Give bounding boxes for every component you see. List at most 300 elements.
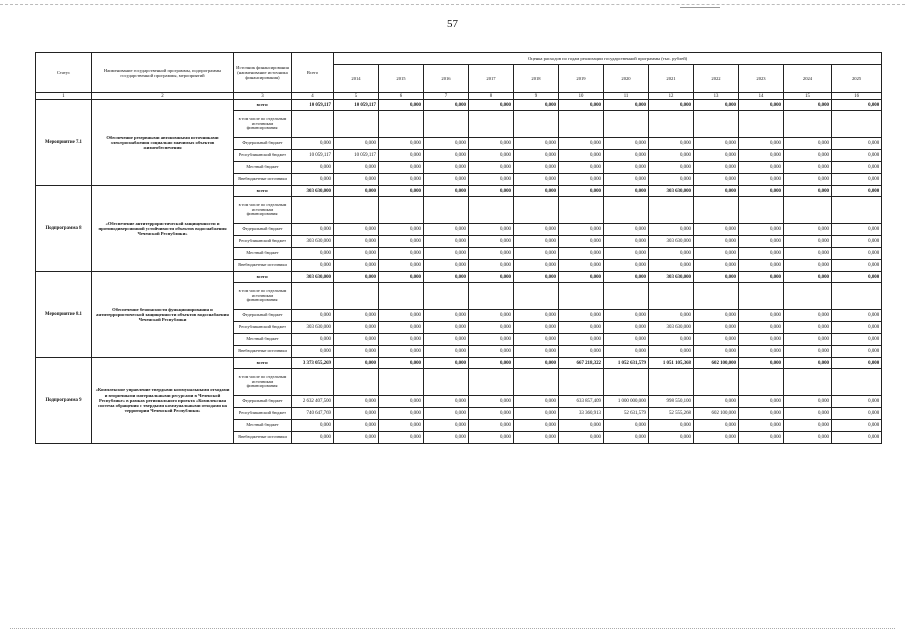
year-value-cell: 0,000 — [469, 334, 514, 346]
column-number: 2 — [92, 93, 234, 100]
funding-source-cell: всего: — [234, 358, 292, 369]
year-value-cell: 0,000 — [832, 150, 882, 162]
year-value-cell: 0,000 — [832, 272, 882, 283]
year-value-cell: 0,000 — [694, 236, 739, 248]
year-value-cell: 0,000 — [784, 346, 832, 358]
year-value-cell: 0,000 — [469, 358, 514, 369]
year-value-cell: 0,000 — [604, 260, 649, 272]
year-value-cell: 0,000 — [424, 174, 469, 186]
year-value-cell: 0,000 — [694, 224, 739, 236]
year-value-cell — [559, 369, 604, 396]
funding-source-cell: Внебюджетные источники — [234, 260, 292, 272]
funding-source-cell: Местный бюджет — [234, 420, 292, 432]
year-value-cell: 0,000 — [604, 432, 649, 444]
year-value-cell: 0,000 — [379, 174, 424, 186]
year-value-cell: 0,000 — [784, 408, 832, 420]
year-value-cell — [334, 197, 379, 224]
year-value-cell: 0,000 — [424, 224, 469, 236]
total-value-cell: 303 630,000 — [292, 186, 334, 197]
year-value-cell: 0,000 — [604, 236, 649, 248]
year-value-cell: 0,000 — [559, 174, 604, 186]
column-number: 5 — [334, 93, 379, 100]
year-value-cell — [424, 197, 469, 224]
year-value-cell: 303 630,000 — [649, 186, 694, 197]
header-year: 2014 — [334, 65, 379, 93]
year-value-cell — [784, 369, 832, 396]
year-value-cell: 0,000 — [514, 272, 559, 283]
status-cell: Мероприятие 8.1 — [36, 272, 92, 358]
year-value-cell: 0,000 — [514, 358, 559, 369]
funding-source-cell: Федеральный бюджет — [234, 396, 292, 408]
funding-source-cell: Республиканский бюджет — [234, 322, 292, 334]
year-value-cell: 0,000 — [559, 138, 604, 150]
year-value-cell: 0,000 — [694, 334, 739, 346]
total-value-cell: 3 373 055,269 — [292, 358, 334, 369]
header-year: 2016 — [424, 65, 469, 93]
year-value-cell: 0,000 — [739, 358, 784, 369]
year-value-cell: 303 630,000 — [649, 236, 694, 248]
year-value-cell — [559, 111, 604, 138]
year-value-cell: 0,000 — [424, 346, 469, 358]
year-value-cell — [739, 369, 784, 396]
program-name-cell: Обеспечение резервными автономными источниками электроснабжения социально значимых объектов жизнеобеспечения — [92, 100, 234, 186]
year-value-cell: 0,000 — [424, 248, 469, 260]
year-value-cell: 0,000 — [649, 248, 694, 260]
year-value-cell: 0,000 — [739, 186, 784, 197]
year-value-cell — [379, 283, 424, 310]
year-value-cell: 0,000 — [514, 236, 559, 248]
year-value-cell: 0,000 — [469, 162, 514, 174]
year-value-cell: 0,000 — [559, 322, 604, 334]
year-value-cell — [514, 197, 559, 224]
funding-source-cell: Федеральный бюджет — [234, 224, 292, 236]
year-value-cell — [379, 369, 424, 396]
year-value-cell: 0,000 — [739, 322, 784, 334]
year-value-cell: 0,000 — [694, 174, 739, 186]
year-value-cell — [469, 197, 514, 224]
year-value-cell: 0,000 — [694, 248, 739, 260]
year-value-cell: 0,000 — [559, 432, 604, 444]
year-value-cell: 0,000 — [334, 162, 379, 174]
funding-source-cell: Республиканский бюджет — [234, 236, 292, 248]
status-cell: Подпрограмма 9 — [36, 358, 92, 444]
total-value-cell: 0,000 — [292, 260, 334, 272]
year-value-cell: 0,000 — [739, 432, 784, 444]
funding-source-cell: Внебюджетные источники — [234, 432, 292, 444]
year-value-cell: 0,000 — [694, 396, 739, 408]
year-value-cell — [739, 111, 784, 138]
header-year: 2023 — [739, 65, 784, 93]
year-value-cell: 602 100,000 — [694, 408, 739, 420]
year-value-cell: 0,000 — [832, 420, 882, 432]
year-value-cell: 0,000 — [424, 420, 469, 432]
year-value-cell: 10 059,117 — [334, 150, 379, 162]
funding-source-cell: всего: — [234, 272, 292, 283]
year-value-cell: 0,000 — [739, 310, 784, 322]
year-value-cell — [739, 197, 784, 224]
bottom-scan-line — [10, 628, 895, 629]
year-value-cell: 0,000 — [424, 396, 469, 408]
year-value-cell: 0,000 — [469, 310, 514, 322]
year-value-cell: 0,000 — [832, 334, 882, 346]
year-value-cell: 0,000 — [334, 248, 379, 260]
year-value-cell: 0,000 — [514, 260, 559, 272]
year-value-cell — [334, 111, 379, 138]
year-value-cell: 0,000 — [694, 322, 739, 334]
status-cell: Подпрограмма 8 — [36, 186, 92, 272]
column-number: 13 — [694, 93, 739, 100]
funding-source-cell: всего: — [234, 100, 292, 111]
year-value-cell: 0,000 — [784, 162, 832, 174]
total-value-cell: 303 630,000 — [292, 236, 334, 248]
total-value-cell: 740 647,769 — [292, 408, 334, 420]
year-value-cell — [649, 111, 694, 138]
year-value-cell — [604, 369, 649, 396]
header-year: 2018 — [514, 65, 559, 93]
year-value-cell: 0,000 — [334, 224, 379, 236]
year-value-cell: 0,000 — [469, 138, 514, 150]
year-value-cell: 0,000 — [424, 150, 469, 162]
year-value-cell: 0,000 — [514, 420, 559, 432]
year-value-cell: 0,000 — [559, 420, 604, 432]
year-value-cell: 0,000 — [514, 408, 559, 420]
year-value-cell: 0,000 — [559, 248, 604, 260]
year-value-cell — [739, 283, 784, 310]
year-value-cell — [559, 283, 604, 310]
year-value-cell: 33 360,913 — [559, 408, 604, 420]
year-value-cell: 0,000 — [514, 322, 559, 334]
year-value-cell: 0,000 — [604, 310, 649, 322]
year-value-cell: 0,000 — [784, 322, 832, 334]
year-value-cell: 0,000 — [469, 224, 514, 236]
budget-table — [35, 52, 882, 444]
year-value-cell — [604, 283, 649, 310]
total-value-cell: 0,000 — [292, 248, 334, 260]
column-number: 12 — [649, 93, 694, 100]
year-value-cell — [694, 369, 739, 396]
year-value-cell: 0,000 — [739, 236, 784, 248]
table-row-total — [36, 272, 882, 283]
year-value-cell: 0,000 — [514, 174, 559, 186]
header-year: 2021 — [649, 65, 694, 93]
header-year: 2015 — [379, 65, 424, 93]
year-value-cell: 0,000 — [424, 236, 469, 248]
year-value-cell: 0,000 — [379, 100, 424, 111]
table-row-total — [36, 186, 882, 197]
year-value-cell: 0,000 — [379, 358, 424, 369]
funding-source-cell: всего: — [234, 186, 292, 197]
year-value-cell: 0,000 — [739, 162, 784, 174]
year-value-cell: 0,000 — [334, 322, 379, 334]
year-value-cell: 303 630,000 — [649, 272, 694, 283]
year-value-cell: 0,000 — [832, 162, 882, 174]
year-value-cell: 0,000 — [739, 138, 784, 150]
header-year: 2024 — [784, 65, 832, 93]
year-value-cell: 0,000 — [379, 236, 424, 248]
year-value-cell: 0,000 — [334, 358, 379, 369]
year-value-cell: 0,000 — [604, 162, 649, 174]
year-value-cell: 0,000 — [559, 346, 604, 358]
year-value-cell: 0,000 — [604, 174, 649, 186]
year-value-cell — [334, 283, 379, 310]
year-value-cell: 52 631,579 — [604, 408, 649, 420]
header-year: 2022 — [694, 65, 739, 93]
year-value-cell: 0,000 — [334, 408, 379, 420]
header-total: Всего — [292, 53, 334, 93]
year-value-cell: 0,000 — [379, 408, 424, 420]
column-number: 16 — [832, 93, 882, 100]
year-value-cell: 0,000 — [784, 260, 832, 272]
funding-source-cell: Местный бюджет — [234, 162, 292, 174]
year-value-cell: 0,000 — [559, 186, 604, 197]
year-value-cell: 0,000 — [739, 260, 784, 272]
year-value-cell: 0,000 — [424, 432, 469, 444]
year-value-cell: 0,000 — [604, 138, 649, 150]
column-number: 7 — [424, 93, 469, 100]
year-value-cell: 0,000 — [649, 310, 694, 322]
year-value-cell: 0,000 — [739, 408, 784, 420]
year-value-cell: 0,000 — [559, 236, 604, 248]
year-value-cell: 0,000 — [694, 432, 739, 444]
year-value-cell: 0,000 — [469, 272, 514, 283]
header-source: Источник финансирования (наименование источника финансирования) — [234, 53, 292, 93]
year-value-cell: 0,000 — [469, 322, 514, 334]
page-number: 57 — [447, 18, 458, 30]
year-value-cell: 0,000 — [379, 322, 424, 334]
year-value-cell: 0,000 — [379, 162, 424, 174]
header-year: 2020 — [604, 65, 649, 93]
column-number: 10 — [559, 93, 604, 100]
year-value-cell: 0,000 — [784, 236, 832, 248]
year-value-cell — [694, 111, 739, 138]
year-value-cell — [832, 283, 882, 310]
year-value-cell: 0,000 — [559, 224, 604, 236]
year-value-cell: 0,000 — [514, 432, 559, 444]
funding-source-cell: Республиканский бюджет — [234, 408, 292, 420]
total-value-cell: 0,000 — [292, 432, 334, 444]
year-value-cell: 0,000 — [379, 346, 424, 358]
year-value-cell: 0,000 — [739, 420, 784, 432]
column-number: 1 — [36, 93, 92, 100]
column-number: 9 — [514, 93, 559, 100]
column-number: 4 — [292, 93, 334, 100]
year-value-cell: 303 630,000 — [649, 322, 694, 334]
funding-source-cell: в том числе по отдельным источникам финансирования: — [234, 369, 292, 396]
year-value-cell — [784, 283, 832, 310]
year-value-cell — [424, 111, 469, 138]
year-value-cell: 0,000 — [694, 272, 739, 283]
year-value-cell: 0,000 — [832, 260, 882, 272]
year-value-cell: 0,000 — [424, 138, 469, 150]
total-value-cell: 0,000 — [292, 174, 334, 186]
year-value-cell: 0,000 — [559, 272, 604, 283]
header-status: Статус — [36, 53, 92, 93]
funding-source-cell: Местный бюджет — [234, 334, 292, 346]
total-value-cell: 10 059,117 — [292, 150, 334, 162]
year-value-cell: 0,000 — [832, 174, 882, 186]
year-value-cell: 0,000 — [469, 186, 514, 197]
year-value-cell: 0,000 — [469, 248, 514, 260]
year-value-cell — [379, 197, 424, 224]
year-value-cell: 0,000 — [832, 310, 882, 322]
year-value-cell: 0,000 — [694, 310, 739, 322]
year-value-cell — [604, 197, 649, 224]
year-value-cell: 52 555,268 — [649, 408, 694, 420]
year-value-cell: 0,000 — [649, 420, 694, 432]
year-value-cell — [424, 283, 469, 310]
year-value-cell: 0,000 — [379, 150, 424, 162]
year-value-cell: 0,000 — [739, 248, 784, 260]
funding-source-cell: в том числе по отдельным источникам финансирования: — [234, 197, 292, 224]
year-value-cell: 0,000 — [334, 420, 379, 432]
year-value-cell: 0,000 — [832, 224, 882, 236]
year-value-cell — [469, 111, 514, 138]
year-value-cell: 0,000 — [379, 420, 424, 432]
total-value-cell: 2 632 407,500 — [292, 396, 334, 408]
year-value-cell: 0,000 — [694, 420, 739, 432]
program-name-cell: Обеспечение безопасности функционирования и антитеррористической защищенности объектов водоснабжения Чеченской Республики — [92, 272, 234, 358]
year-value-cell: 0,000 — [379, 224, 424, 236]
year-value-cell: 0,000 — [379, 396, 424, 408]
year-value-cell: 633 857,409 — [559, 396, 604, 408]
column-number: 6 — [379, 93, 424, 100]
year-value-cell — [379, 111, 424, 138]
total-value-cell: 303 630,000 — [292, 322, 334, 334]
year-value-cell: 0,000 — [784, 272, 832, 283]
year-value-cell: 0,000 — [424, 272, 469, 283]
year-value-cell: 0,000 — [424, 322, 469, 334]
year-value-cell: 0,000 — [604, 322, 649, 334]
year-value-cell: 0,000 — [739, 272, 784, 283]
year-value-cell: 0,000 — [514, 186, 559, 197]
year-value-cell: 998 550,100 — [649, 396, 694, 408]
total-value-cell: 0,000 — [292, 224, 334, 236]
total-value-cell — [292, 283, 334, 310]
year-value-cell: 0,000 — [379, 432, 424, 444]
year-value-cell: 0,000 — [832, 358, 882, 369]
year-value-cell: 0,000 — [784, 432, 832, 444]
year-value-cell: 0,000 — [649, 100, 694, 111]
year-value-cell: 0,000 — [784, 310, 832, 322]
year-value-cell: 0,000 — [784, 358, 832, 369]
year-value-cell: 0,000 — [559, 100, 604, 111]
year-value-cell: 0,000 — [469, 260, 514, 272]
year-value-cell: 0,000 — [739, 100, 784, 111]
year-value-cell — [514, 111, 559, 138]
year-value-cell: 0,000 — [559, 310, 604, 322]
year-value-cell: 0,000 — [694, 186, 739, 197]
year-value-cell: 0,000 — [784, 248, 832, 260]
funding-source-cell: Внебюджетные источники — [234, 346, 292, 358]
year-value-cell: 0,000 — [739, 396, 784, 408]
year-value-cell — [649, 283, 694, 310]
year-value-cell: 0,000 — [739, 174, 784, 186]
year-value-cell: 10 059,117 — [334, 100, 379, 111]
year-value-cell: 0,000 — [334, 272, 379, 283]
year-value-cell — [649, 197, 694, 224]
year-value-cell: 0,000 — [424, 186, 469, 197]
year-value-cell: 0,000 — [334, 310, 379, 322]
year-value-cell: 0,000 — [379, 186, 424, 197]
year-value-cell: 0,000 — [469, 346, 514, 358]
year-value-cell: 0,000 — [469, 236, 514, 248]
year-value-cell: 0,000 — [514, 100, 559, 111]
year-value-cell: 0,000 — [604, 248, 649, 260]
year-value-cell: 0,000 — [559, 150, 604, 162]
year-value-cell — [334, 369, 379, 396]
funding-source-cell: Республиканский бюджет — [234, 150, 292, 162]
year-value-cell: 0,000 — [469, 174, 514, 186]
program-name-cell: «Обеспечение антитеррористической защищенности и противодиверсионной устойчивости объектов водоснабжения Чеченской Республики» — [92, 186, 234, 272]
funding-source-cell: в том числе по отдельным источникам финансирования: — [234, 111, 292, 138]
year-value-cell: 0,000 — [832, 248, 882, 260]
year-value-cell: 1 051 105,368 — [649, 358, 694, 369]
total-value-cell: 303 630,000 — [292, 272, 334, 283]
year-value-cell: 1 052 631,579 — [604, 358, 649, 369]
column-number: 11 — [604, 93, 649, 100]
year-value-cell: 0,000 — [604, 100, 649, 111]
year-value-cell: 0,000 — [832, 396, 882, 408]
year-value-cell — [469, 369, 514, 396]
year-value-cell: 0,000 — [514, 150, 559, 162]
year-value-cell — [514, 369, 559, 396]
year-value-cell: 0,000 — [832, 346, 882, 358]
total-value-cell: 0,000 — [292, 420, 334, 432]
year-value-cell — [784, 111, 832, 138]
year-value-cell: 0,000 — [784, 100, 832, 111]
year-value-cell: 0,000 — [784, 420, 832, 432]
year-value-cell: 0,000 — [514, 138, 559, 150]
year-value-cell: 0,000 — [334, 432, 379, 444]
year-value-cell: 0,000 — [694, 150, 739, 162]
year-value-cell: 0,000 — [694, 260, 739, 272]
year-value-cell: 0,000 — [784, 150, 832, 162]
header-year: 2019 — [559, 65, 604, 93]
year-value-cell: 0,000 — [739, 334, 784, 346]
year-value-cell: 0,000 — [334, 334, 379, 346]
year-value-cell: 0,000 — [559, 334, 604, 346]
year-value-cell: 0,000 — [334, 396, 379, 408]
year-value-cell: 0,000 — [424, 260, 469, 272]
year-value-cell — [694, 283, 739, 310]
year-value-cell: 0,000 — [379, 310, 424, 322]
year-value-cell: 0,000 — [649, 162, 694, 174]
year-value-cell: 0,000 — [784, 396, 832, 408]
year-value-cell: 0,000 — [379, 272, 424, 283]
year-value-cell: 0,000 — [424, 334, 469, 346]
year-value-cell: 0,000 — [379, 138, 424, 150]
year-value-cell: 0,000 — [334, 236, 379, 248]
year-value-cell: 0,000 — [514, 162, 559, 174]
column-number: 15 — [784, 93, 832, 100]
year-value-cell — [694, 197, 739, 224]
funding-source-cell: Федеральный бюджет — [234, 310, 292, 322]
year-value-cell: 0,000 — [649, 432, 694, 444]
year-value-cell: 0,000 — [334, 260, 379, 272]
funding-source-cell: Местный бюджет — [234, 248, 292, 260]
year-value-cell: 0,000 — [424, 100, 469, 111]
year-value-cell: 0,000 — [514, 346, 559, 358]
column-number: 8 — [469, 93, 514, 100]
year-value-cell — [649, 369, 694, 396]
year-value-cell — [784, 197, 832, 224]
year-value-cell: 0,000 — [739, 346, 784, 358]
year-value-cell: 0,000 — [784, 174, 832, 186]
funding-source-cell: Федеральный бюджет — [234, 138, 292, 150]
year-value-cell: 0,000 — [334, 346, 379, 358]
year-value-cell: 0,000 — [424, 358, 469, 369]
year-value-cell: 0,000 — [784, 224, 832, 236]
